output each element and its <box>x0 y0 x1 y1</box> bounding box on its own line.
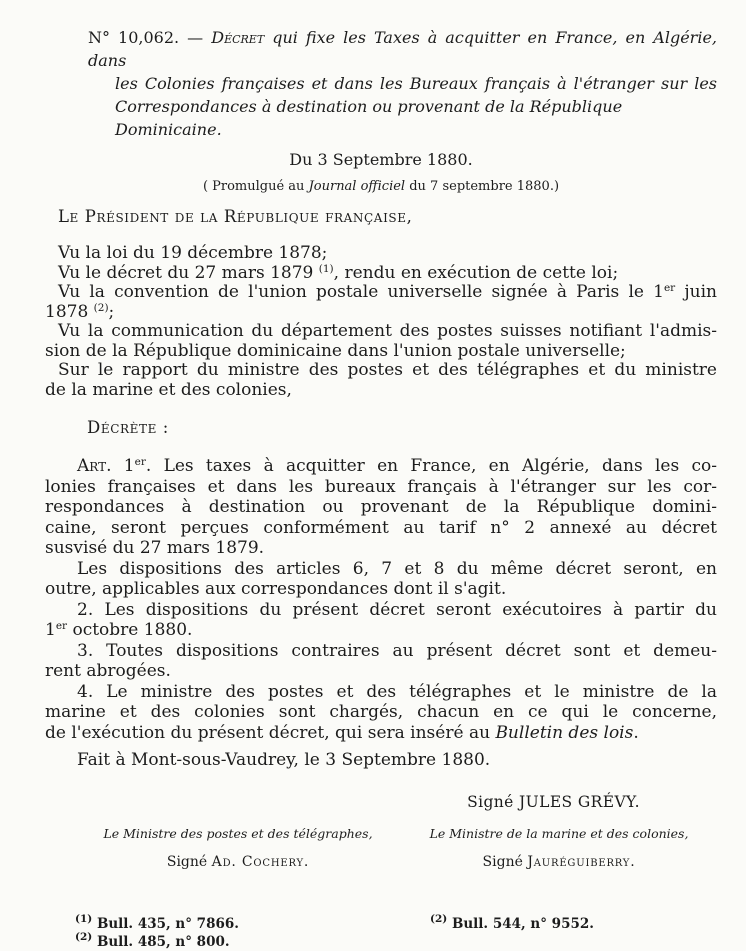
article-1-line3: respondances à destination ou provenant de la République domini- <box>45 497 717 517</box>
ordinal-sup-juin: er <box>663 282 676 294</box>
footnote-2-block <box>430 915 594 939</box>
bulletin-des-lois: Bulletin des lois <box>495 722 634 743</box>
recital-communication-line2: sion de la République dominicaine dans l'union postale universelle; <box>45 340 626 361</box>
article-1bis-line1: Les dispositions des articles 6, 7 et 8 du même décret seront, en <box>77 558 717 579</box>
article-4-line1: 4. Le ministre des postes et des télégraphes et le ministre de la <box>77 681 717 702</box>
footnote-cutoff-text: Bull. 485, n° 800. <box>92 934 230 950</box>
minister-marine-signature <box>409 854 709 871</box>
recital-convention-text: Vu la convention de l'union postale universelle signée à Paris le 1 <box>58 282 664 302</box>
article-2-date-rest: octobre 1880. <box>67 620 193 640</box>
countersignatures <box>45 826 717 871</box>
article-1-line4: caine, seront perçues conformément au tarif n° 2 annexé au décret <box>45 517 717 538</box>
heading-line-3: Correspondances à destination ou provenant de la République Dominicaine. <box>115 97 623 139</box>
article-4-punct: . <box>633 722 639 743</box>
decree-number: N° 10,062. — <box>88 28 212 47</box>
signe-word-left: Signé <box>166 854 212 870</box>
article-4-line3 <box>45 723 717 744</box>
promulgation-suffix: du 7 septembre 1880.) <box>405 179 560 194</box>
promulgation-prefix: ( Promulgué au <box>202 179 309 194</box>
footnote-ref-1: (1) <box>318 262 334 275</box>
footnote-1-block <box>75 913 407 950</box>
minister-marine-block <box>409 826 709 871</box>
article-2-line2 <box>45 620 717 641</box>
footnote-2-marker: (2) <box>430 913 448 925</box>
minister-postes-signature <box>83 854 393 871</box>
article-4-text: de l'exécution du présent décret, qui sera inséré au <box>45 722 496 743</box>
ordinal-sup-art1: er <box>134 456 146 468</box>
recital-loi: Vu la loi du 19 décembre 1878; <box>58 243 328 263</box>
recital-decret-text: Vu le décret du 27 mars 1879 <box>58 262 319 283</box>
footnote-1 <box>75 915 407 933</box>
article-4-line2: marine et des colonies sont chargés, chacun en ce qui le concerne, <box>45 702 717 722</box>
article-3-line1: 3. Toutes dispositions contraires au présent décret sont et demeu- <box>77 640 717 661</box>
minister-marine-title: Le Ministre de la marine et des colonies, <box>429 826 689 841</box>
ordinal-sup-octobre: er <box>55 620 68 632</box>
recital-communication-line1: Vu la communication du département des postes suisses notifiant l'admis- <box>58 321 717 341</box>
footnote-1-text: Bull. 435, n° 7866. <box>92 916 239 932</box>
recital-decret <box>45 264 717 284</box>
minister-marine-name: Jauréguiberry. <box>527 854 636 870</box>
article-1bis-line2: outre, applicables aux correspondances dont il s'agit. <box>45 579 507 599</box>
president-name: JULES GRÉVY. <box>519 793 640 811</box>
footnote-cutoff-marker: (2) <box>75 931 93 943</box>
decree-word: Décrète : <box>87 418 169 437</box>
heading-line-2: les Colonies françaises et dans les Bureaux français à l'étranger sur les <box>115 74 717 93</box>
footnote-1-marker: (1) <box>75 913 93 925</box>
fait-line: Fait à Mont-sous-Vaudrey, le 3 Septembre 1880. <box>77 750 491 770</box>
article-2-date-num: 1 <box>45 620 56 640</box>
article-1-line2: lonies françaises et dans les bureaux français à l'étranger sur les cor- <box>45 476 717 497</box>
article-3-line2: rent abrogées. <box>45 661 171 681</box>
article-1-text: . Les taxes à acquitter en France, en Algérie, dans les co- <box>145 456 717 476</box>
signe-word-president: Signé <box>467 793 520 811</box>
footnote-cutoff <box>75 931 407 950</box>
recitals-section <box>45 244 717 400</box>
article-1-line5: susvisé du 27 mars 1879. <box>45 538 265 558</box>
decree-heading <box>45 26 717 141</box>
minister-postes-block <box>83 826 393 871</box>
footnotes <box>45 913 717 950</box>
article-1-line1 <box>45 456 717 477</box>
recital-convention-year: 1878 <box>45 301 94 322</box>
president-signature <box>45 792 717 812</box>
signe-word-right: Signé <box>482 854 528 870</box>
recital-convention-line1 <box>45 283 717 303</box>
promulgation-note <box>45 178 717 196</box>
minister-postes-title: Le Ministre des postes et des télégraphes, <box>103 826 373 841</box>
recital-convention-punct: ; <box>108 301 115 322</box>
journal-officiel: Journal officiel <box>308 179 406 194</box>
footnote-2-text: Bull. 544, n° 9552. <box>447 916 594 932</box>
page-content <box>45 26 718 950</box>
articles-section <box>45 456 717 743</box>
heading-line-1 <box>45 26 717 72</box>
article-1-label: Art. 1 <box>77 456 135 476</box>
article-2-line1: 2. Les dispositions du présent décret seront exécutoires à partir du <box>77 599 717 620</box>
recital-convention-rest: juin <box>675 282 717 302</box>
footnote-ref-2: (2) <box>93 301 109 314</box>
recital-rapport-line1: Sur le rapport du ministre des postes et des télégraphes et du ministre <box>58 360 717 380</box>
decree-date: Du 3 Septembre 1880. <box>289 150 473 169</box>
minister-postes-name: Ad. Cochery. <box>211 854 310 870</box>
salutation: Le Président de la République française, <box>58 207 413 226</box>
recital-decret-rest: , rendu en exécution de cette loi; <box>333 262 619 283</box>
recital-convention-line2 <box>45 303 717 323</box>
decree-title-text: qui fixe les Taxes à acquitter en France, en Algérie, dans <box>88 28 718 70</box>
decree-title-word: Décret <box>211 28 265 47</box>
recital-rapport-line2: de la marine et des colonies, <box>45 379 292 400</box>
